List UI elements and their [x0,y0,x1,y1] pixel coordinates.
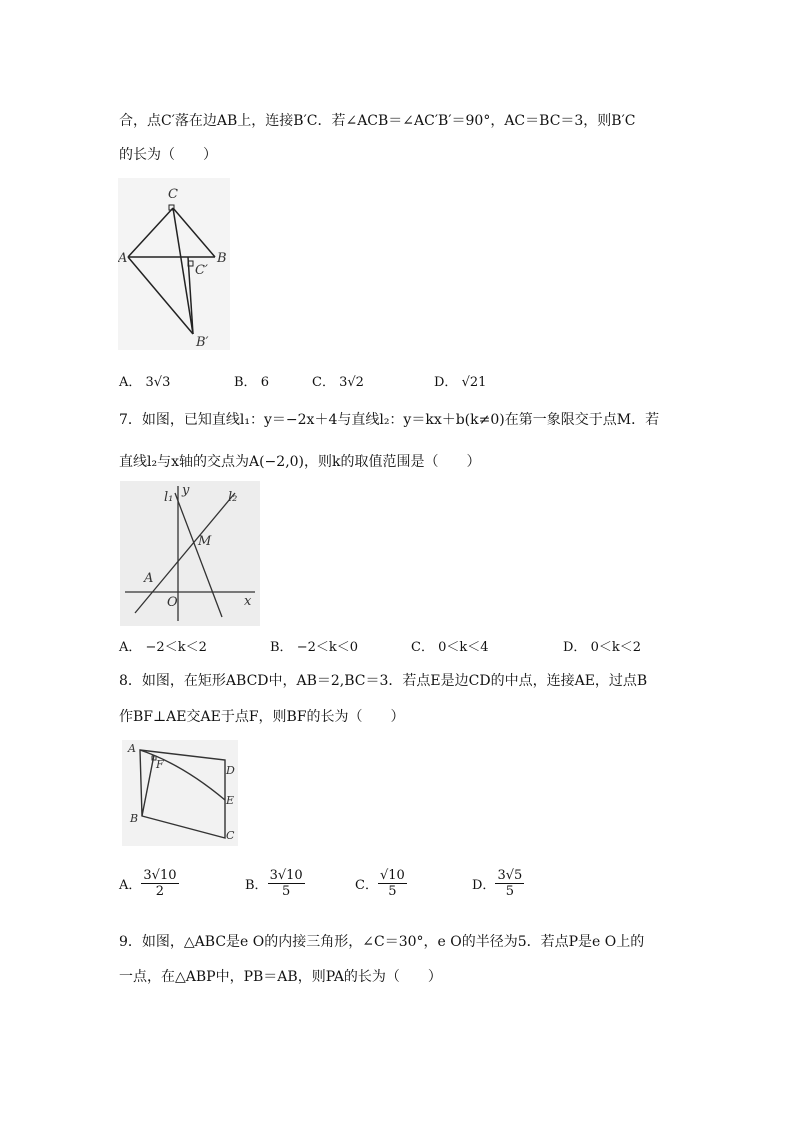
q8-figure [122,740,238,846]
q6-label-b: B [217,251,227,266]
q7-text-line2: 直线l₂与x轴的交点为A(−2,0)，则k的取值范围是（ ） [119,454,481,470]
q6-option-b[interactable]: B． 6 [234,375,269,390]
q7-option-d[interactable]: D． 0＜k＜2 [563,640,641,655]
q7-label-a: A [144,571,154,586]
q6-text-line1: 合，点C′落在边AB上，连接B′C．若∠ACB＝∠AC′B′＝90°，AC＝BC＝3，则B′C [119,113,636,129]
q6-figure [118,178,230,350]
q8-label-b: B [130,812,139,825]
q6-label-a: A [118,251,128,266]
q7-label-x-axis: x [244,594,252,609]
q6-label-c: C [168,187,178,202]
q8-option-d[interactable]: D． $\frac{3√5}{5}$ [472,868,523,899]
q8-text-line2: 作BF⊥AE交AE于点F，则BF的长为（ ） [119,709,405,725]
q8-option-b[interactable]: B． $\frac{3√10}{5}$ [245,868,303,899]
q8-label-a: A [128,742,136,755]
q8-label-d: D [226,764,235,777]
q7-option-c[interactable]: C． 0＜k＜4 [411,640,489,655]
q7-option-b[interactable]: B． −2＜k＜0 [270,640,359,655]
q7-label-l1: l₁ [164,490,174,505]
q9-text-line2: 一点，在△ABP中，PB＝AB，则PA的长为（ ） [119,969,442,985]
q8-label-e: E [226,794,235,807]
q7-label-m: M [198,534,212,549]
q6-option-d[interactable]: D． √21 [434,375,487,390]
q6-label-c-prime: C′ [195,263,208,278]
q9-text-line1: 9．如图，△ABC是e O的内接三角形，∠C＝30°，e O的半径为5．若点P是e O上的 [119,934,645,950]
q6-option-a[interactable]: A． 3√3 [119,375,171,390]
q7-label-o: O [167,595,178,610]
q6-option-c[interactable]: C． 3√2 [312,375,364,390]
q6-text-line2: 的长为（ ） [119,147,217,163]
q7-text-line1: 7．如图，已知直线l₁：y＝−2x＋4与直线l₂：y＝kx＋b(k≠0)在第一象限交于点M．若 [119,412,660,428]
q6-label-b-prime: B′ [196,335,209,350]
q7-option-a[interactable]: A． −2＜k＜2 [119,640,207,655]
q7-label-y-axis: y [182,483,190,498]
q8-label-f: F [156,758,164,771]
q8-option-c[interactable]: C． $\frac{√10}{5}$ [355,868,405,899]
q7-figure [120,481,260,626]
q7-label-l2: l₂ [228,490,238,505]
q8-option-a[interactable]: A． $\frac{3√10}{2}$ [119,868,177,899]
q8-text-line1: 8．如图，在矩形ABCD中，AB＝2,BC＝3．若点E是边CD的中点，连接AE，过点B [119,673,648,689]
q8-label-c: C [226,829,235,842]
